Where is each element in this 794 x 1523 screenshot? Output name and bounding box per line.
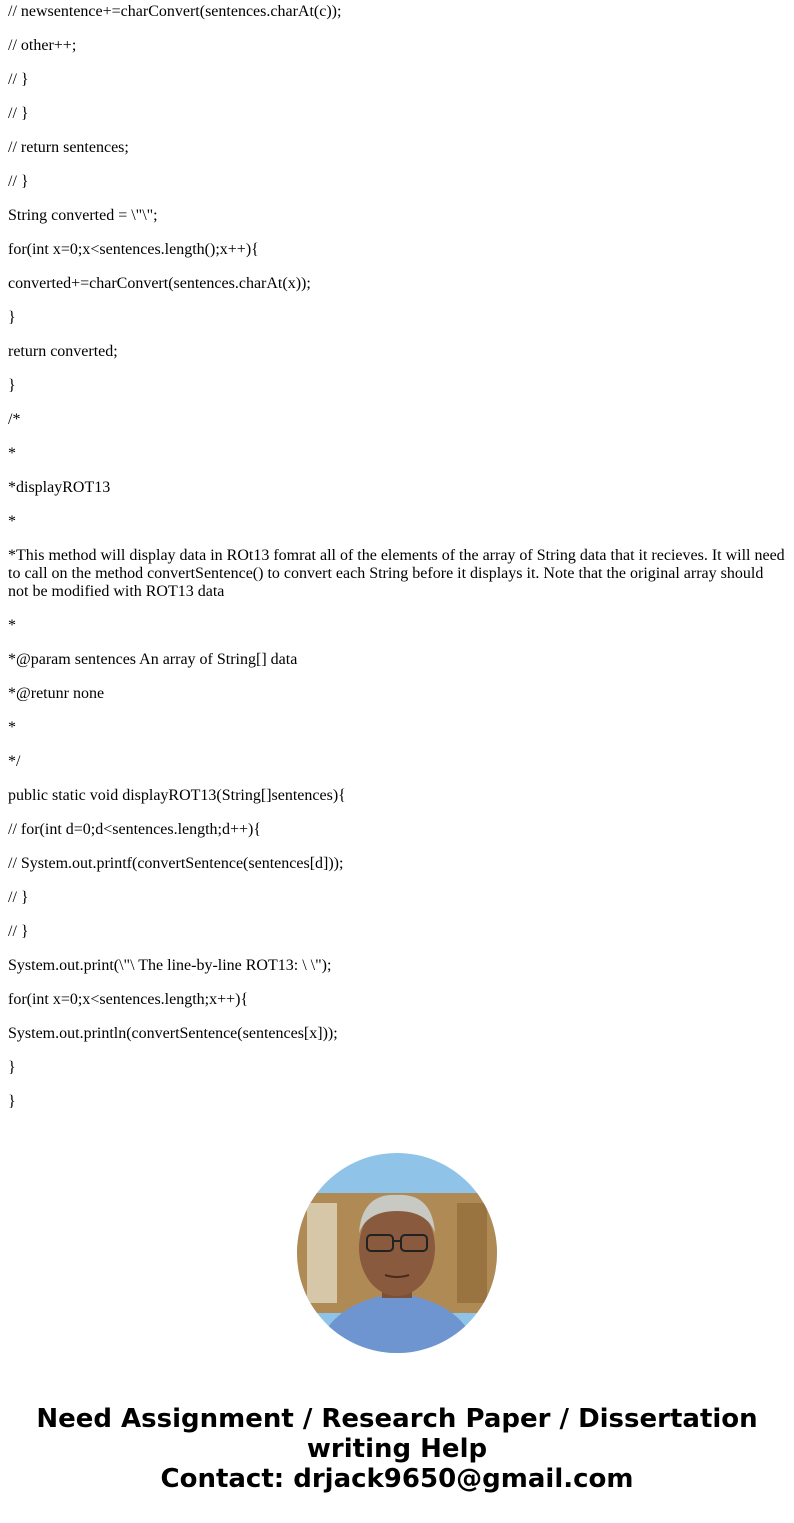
code-line: */ (8, 753, 21, 770)
code-line: } (8, 1093, 16, 1110)
code-line: // System.out.printf(convertSentence(sentences[d])); (8, 855, 344, 872)
code-line: for(int x=0;x<sentences.length;x++){ (8, 991, 249, 1008)
code-line: * (8, 617, 16, 634)
code-line: } (8, 309, 16, 326)
code-line: String converted = \"\"; (8, 207, 158, 224)
contact-banner (0, 1404, 794, 1494)
code-line: // } (8, 105, 29, 122)
code-line: // } (8, 71, 29, 88)
code-line: * (8, 719, 16, 736)
contact-email: Contact: drjack9650@gmail.com (160, 1464, 634, 1494)
author-avatar (297, 1153, 497, 1353)
code-line: // } (8, 173, 29, 190)
code-line: * (8, 445, 16, 462)
code-line: // } (8, 923, 29, 940)
code-line: *@retunr none (8, 685, 105, 702)
code-line: // return sentences; (8, 139, 129, 156)
code-line: for(int x=0;x<sentences.length();x++){ (8, 241, 259, 258)
portrait-image (297, 1153, 497, 1353)
code-line: *displayROT13 (8, 479, 111, 496)
code-line: // newsentence+=charConvert(sentences.charAt(c)); (8, 3, 342, 20)
code-line: // } (8, 889, 29, 906)
code-listing (8, 3, 786, 1127)
help-text: Need Assignment / Research Paper / Dissertation writing Help (36, 1404, 758, 1464)
code-line: /* (8, 411, 21, 428)
code-line: } (8, 377, 16, 394)
code-line: System.out.print(\"\ The line-by-line ROT13: \ \"); (8, 957, 332, 974)
code-line: } (8, 1059, 16, 1076)
code-line: return converted; (8, 343, 118, 360)
code-line: // for(int d=0;d<sentences.length;d++){ (8, 821, 262, 838)
code-line: *@param sentences An array of String[] data (8, 651, 298, 668)
code-line: System.out.println(convertSentence(sentences[x])); (8, 1025, 338, 1042)
code-line: * (8, 513, 16, 530)
code-line: // other++; (8, 37, 77, 54)
code-line: *This method will display data in ROt13 fomrat all of the elements of the array of String data that it recieves. It will need to call on the method convertSentence() to convert each String before it displays it. Note that the original array should not be modified with ROT13 data (8, 547, 785, 600)
code-line: converted+=charConvert(sentences.charAt(x)); (8, 275, 311, 292)
code-line: public static void displayROT13(String[]sentences){ (8, 787, 346, 804)
